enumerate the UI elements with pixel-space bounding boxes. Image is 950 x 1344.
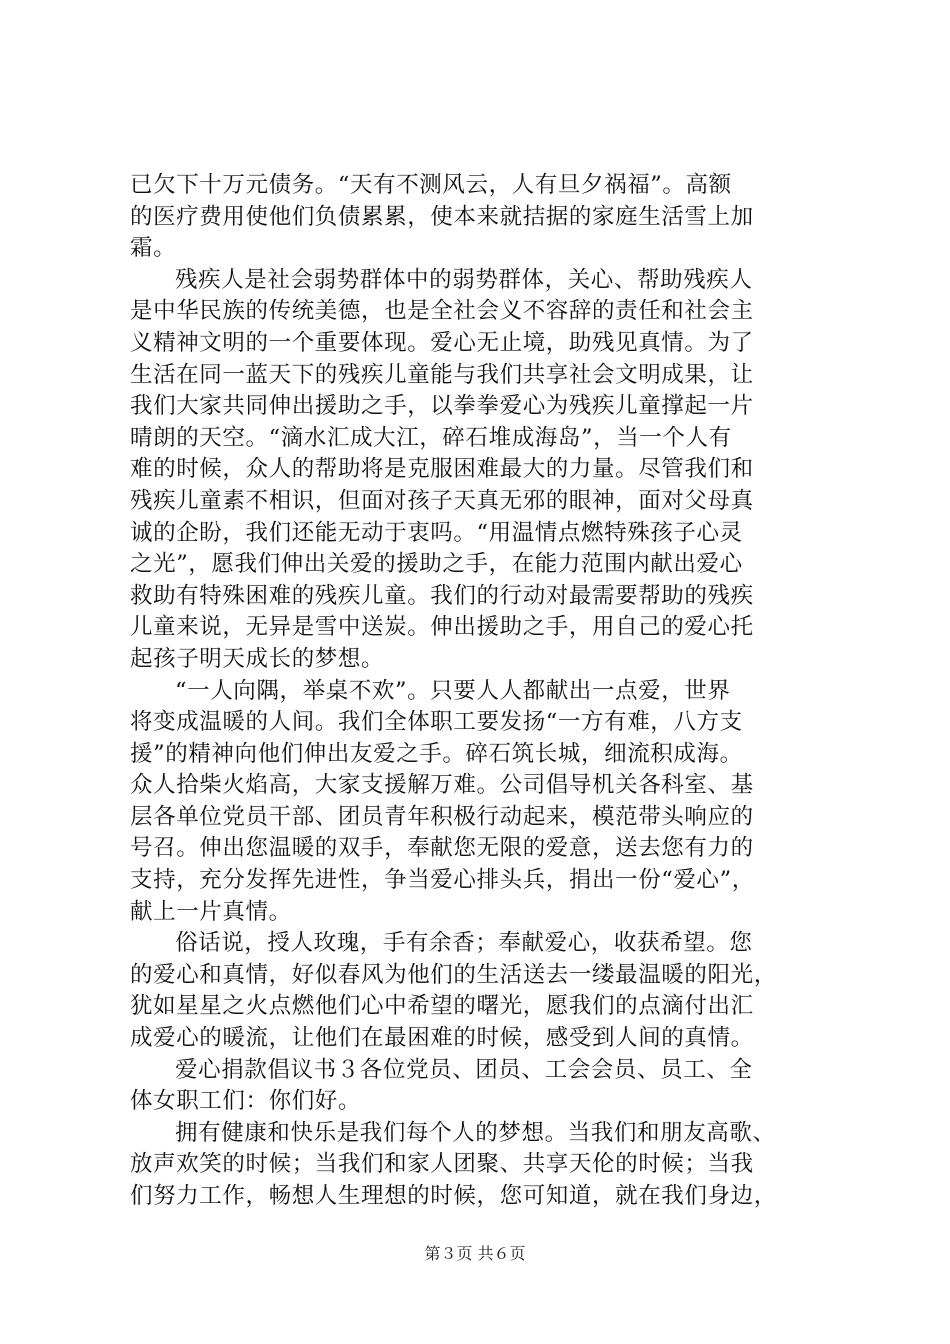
text-line: 残疾儿童素不相识，但面对孩子天真无邪的眼神，面对父母真 [130,487,754,514]
text-line: 义精神文明的一个重要体现。爱心无止境，助残见真情。为了 [130,329,754,356]
text-line: “一人向隅，举桌不欢”。只要人人都献出一点爱，世界 [175,677,731,704]
text-line: 生活在同一蓝天下的残疾儿童能与我们共享社会文明成果，让 [130,361,754,388]
text-line: 拥有健康和快乐是我们每个人的梦想。当我们和朋友高歌、 [175,1119,776,1146]
text-line: 是中华民族的传统美德，也是全社会义不容辞的责任和社会主 [130,298,754,325]
text-line: 救助有特殊困难的残疾儿童。我们的行动对最需要帮助的残疾 [130,582,754,609]
text-line: 儿童来说，无异是雪中送炭。伸出援助之手，用自己的爱心托 [130,614,754,641]
text-line: 援”的精神向他们伸出友爱之手。碎石筑长城，细流积成海。 [130,740,743,767]
text-line: 献上一片真情。 [130,898,292,925]
text-line: 放声欢笑的时候；当我们和家人团聚、共享天伦的时候；当我 [130,1151,754,1178]
text-line: 晴朗的天空。“滴水汇成大江，碎石堆成海岛”，当一个人有 [130,424,732,451]
text-line: 霜。 [130,235,177,262]
text-line: 将变成温暖的人间。我们全体职工要发扬“一方有难，八方支 [130,709,743,736]
text-line: 号召。伸出您温暖的双手，奉献您无限的爱意，送去您有力的 [130,835,754,862]
text-line: 层各单位党员干部、团员青年积极行动起来，模范带头响应的 [130,803,754,830]
text-line: 的爱心和真情，好似春风为他们的生活送去一缕最温暖的阳光， [130,961,777,988]
text-line: 起孩子明天成长的梦想。 [130,645,385,672]
text-line: 的医疗费用使他们负债累累，使本来就拮据的家庭生活雪上加 [130,203,754,230]
text-line: 俗话说，授人玫瑰，手有余香；奉献爱心，收获希望。您 [175,930,753,957]
document-body [130,170,830,1213]
text-line: 众人拾柴火焰高，大家支援解万难。公司倡导机关各科室、基 [130,772,754,799]
text-line: 诚的企盼，我们还能无动于衷吗。“用温情点燃特殊孩子心灵 [130,519,743,546]
text-line: 体女职工们：你们好。 [130,1088,362,1115]
text-line: 们努力工作，畅想人生理想的时候，您可知道，就在我们身边， [130,1183,777,1209]
text-line: 之光”，愿我们伸出关爱的援助之手，在能力范围内献出爱心 [130,551,743,578]
text-line: 爱心捐款倡议书３各位党员、团员、工会会员、员工、全 [175,1056,753,1083]
text-line: 已欠下十万元债务。“天有不测风云，人有旦夕祸福”。高额 [130,172,732,198]
text-line: 我们大家共同伸出援助之手，以拳拳爱心为残疾儿童撑起一片 [130,393,754,420]
text-line: 难的时候，众人的帮助将是克服困难最大的力量。尽管我们和 [130,456,754,483]
text-line: 残疾人是社会弱势群体中的弱势群体，关心、帮助残疾人 [175,266,753,293]
text-line: 支持，充分发挥先进性，争当爱心排头兵，捐出一份“爱心”， [130,867,755,894]
text-line: 成爱心的暖流，让他们在最困难的时候，感受到人间的真情。 [130,1025,754,1052]
page-number-footer: 第３页 共６页 [424,1244,526,1263]
text-line: 犹如星星之火点燃他们心中希望的曙光，愿我们的点滴付出汇 [130,993,754,1020]
